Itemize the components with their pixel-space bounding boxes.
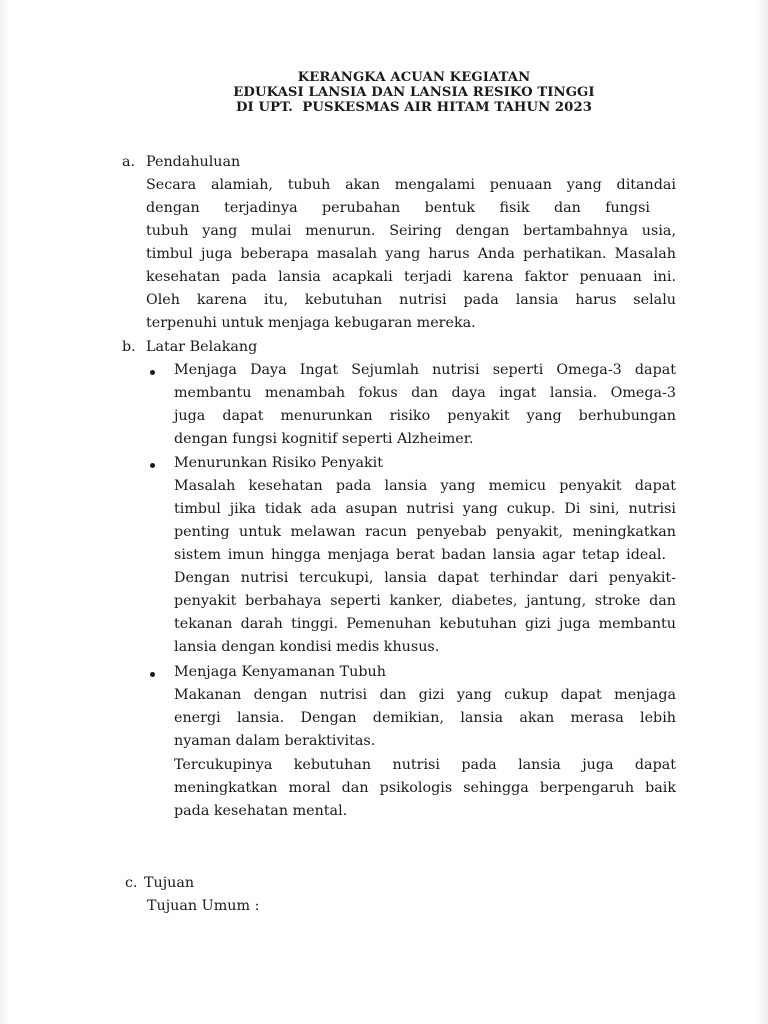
- bullet-2-line: Masalah kesehatan pada lansia yang memicu penyakit dapat: [174, 478, 676, 494]
- bullet-3-line: energi lansia. Dengan demikian, lansia akan merasa lebih: [174, 710, 676, 726]
- section-c-subheading: Tujuan Umum :: [147, 898, 260, 914]
- section-a-line: kesehatan pada lansia acapkali terjadi karena faktor penuaan ini.: [146, 269, 676, 285]
- bullet-3-line: nyaman dalam beraktivitas.: [174, 733, 376, 749]
- bullet-icon: [150, 463, 155, 468]
- section-a-label: a.: [122, 154, 136, 170]
- bullet-3-line: meningkatkan moral dan psikologis sehingga berpengaruh baik: [174, 780, 676, 796]
- bullet-3-heading: Menjaga Kenyamanan Tubuh: [174, 664, 386, 680]
- bullet-1-line: dengan fungsi kognitif seperti Alzheimer.: [174, 431, 474, 447]
- section-c-label: c.: [125, 875, 138, 891]
- bullet-2-line: sistem imun hingga menjaga berat badan lansia agar tetap ideal.: [174, 547, 666, 563]
- bullet-2-line: tekanan darah tinggi. Pemenuhan kebutuhan gizi juga membantu: [174, 616, 676, 632]
- bullet-1-line: Menjaga Daya Ingat Sejumlah nutrisi seperti Omega-3 dapat: [174, 362, 676, 378]
- section-b-heading: Latar Belakang: [146, 339, 258, 355]
- bullet-2-line: penyakit berbahaya seperti kanker, diabetes, jantung, stroke dan: [174, 593, 676, 609]
- bullet-3-line: pada kesehatan mental.: [174, 803, 348, 819]
- bullet-2-line: lansia dengan kondisi medis khusus.: [174, 639, 440, 655]
- section-a-line: dengan terjadinya perubahan bentuk fisik dan fungsi: [146, 200, 650, 216]
- bullet-1-line: juga dapat menurunkan risiko penyakit yang berhubungan: [174, 408, 676, 424]
- title-line-2: EDUKASI LANSIA DAN LANSIA RESIKO TINGGI: [233, 85, 595, 100]
- bullet-icon: [150, 370, 155, 375]
- bullet-3-line: Tercukupinya kebutuhan nutrisi pada lansia juga dapat: [174, 757, 676, 773]
- bullet-2-line: penting untuk melawan racun penyebab penyakit, meningkatkan: [174, 524, 676, 540]
- bullet-1-line: membantu menambah fokus dan daya ingat lansia. Omega-3: [174, 385, 676, 401]
- title-line-3: DI UPT. PUSKESMAS AIR HITAM TAHUN 2023: [235, 100, 593, 115]
- section-a-line: Secara alamiah, tubuh akan mengalami penuaan yang ditandai: [146, 177, 676, 193]
- section-c-heading: Tujuan: [144, 875, 195, 891]
- section-a-line: tubuh yang mulai menurun. Seiring dengan bertambahnya usia,: [146, 223, 676, 239]
- section-a-heading: Pendahuluan: [146, 154, 241, 170]
- section-a-line: terpenuhi untuk menjaga kebugaran mereka.: [146, 315, 476, 331]
- section-a-line: timbul juga beberapa masalah yang harus Anda perhatikan. Masalah: [146, 246, 676, 262]
- section-a-line: Oleh karena itu, kebutuhan nutrisi pada lansia harus selalu: [146, 292, 676, 308]
- document-title: [0, 70, 768, 115]
- bullet-3-line: Makanan dengan nutrisi dan gizi yang cukup dapat menjaga: [174, 687, 676, 703]
- bullet-2-heading: Menurunkan Risiko Penyakit: [174, 455, 383, 471]
- bullet-2-line: Dengan nutrisi tercukupi, lansia dapat terhindar dari penyakit-: [174, 570, 676, 586]
- bullet-2-line: timbul jika tidak ada asupan nutrisi yang cukup. Di sini, nutrisi: [174, 501, 676, 517]
- section-b-label: b.: [122, 339, 136, 355]
- title-line-1: KERANGKA ACUAN KEGIATAN: [297, 70, 531, 85]
- bullet-icon: [150, 672, 155, 677]
